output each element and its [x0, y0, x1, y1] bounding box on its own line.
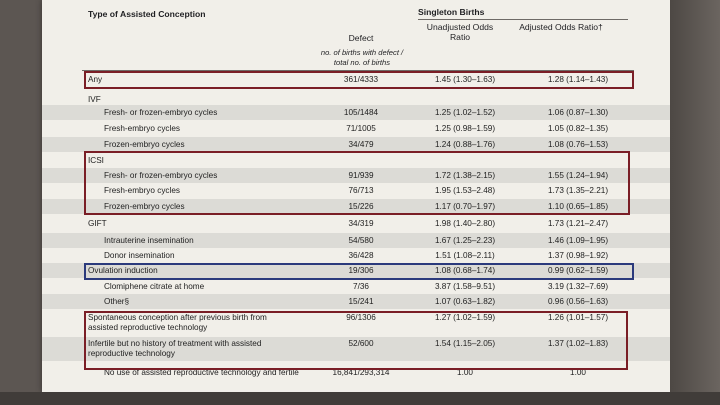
adjusted-odds-ratio: 0.96 (0.56–1.63) [547, 297, 609, 306]
adjusted-odds-ratio: 1.26 (1.01–1.57) [547, 313, 609, 322]
unadjusted-odds-ratio: 1.67 (1.25–2.23) [434, 236, 496, 245]
row-label: Clomiphene citrate at home [104, 282, 205, 291]
slide-right-edge [670, 0, 720, 405]
unadjusted-odds-ratio: 1.45 (1.30–1.63) [434, 75, 496, 84]
unadjusted-odds-ratio: 1.95 (1.53–2.48) [434, 186, 496, 195]
highlight-any [84, 71, 634, 89]
row-label: ICSI [88, 156, 104, 165]
defect-count: 19/306 [348, 266, 374, 275]
table-row [42, 248, 670, 263]
unadjusted-odds-ratio: 1.25 (1.02–1.52) [434, 108, 496, 117]
table-row [42, 216, 670, 231]
defect-count: 71/1005 [346, 124, 376, 133]
singleton-header: Singleton Births [418, 7, 485, 17]
table-row [42, 294, 670, 309]
adjusted-odds-ratio: 1.73 (1.35–2.21) [547, 186, 609, 195]
adjusted-odds-ratio: 1.46 (1.09–1.95) [547, 236, 609, 245]
row-label: Infertile but no history of treatment with assisted reproductive technology [88, 339, 262, 358]
unadjusted-odds-ratio: 1.00 [457, 368, 473, 377]
table-row [42, 121, 670, 136]
highlight-spontaneous-infertile [84, 311, 628, 370]
adjusted-odds-ratio: 1.28 (1.14–1.43) [547, 75, 609, 84]
adjusted-odds-ratio: 1.37 (1.02–1.83) [547, 339, 609, 348]
unadjusted-odds-ratio: 1.51 (1.08–2.11) [435, 251, 495, 260]
slide [42, 0, 670, 392]
unadjusted-odds-ratio: 1.98 (1.40–2.80) [434, 219, 496, 228]
row-label: Intrauterine insemination [104, 236, 194, 245]
header-rule-top [418, 19, 628, 20]
row-label: Fresh-embryo cycles [104, 186, 180, 195]
defect-header: Defect [348, 33, 374, 43]
adjusted-odds-ratio: 1.37 (0.98–1.92) [547, 251, 609, 260]
table-row [42, 137, 670, 152]
unadjusted-odds-ratio: 1.24 (0.88–1.76) [434, 140, 496, 149]
row-label: Any [88, 75, 103, 84]
defect-count: 16,841/293,314 [332, 368, 390, 377]
adjusted-odds-ratio: 1.55 (1.24–1.94) [547, 171, 609, 180]
row-label: Spontaneous conception after previous birth from assisted reproductive technology [88, 313, 267, 332]
row-label: No use of assisted reproductive technology and fertile [104, 368, 299, 377]
adjusted-odds-ratio: 1.05 (0.82–1.35) [547, 124, 609, 133]
unadjusted-odds-ratio: 1.27 (1.02–1.59) [434, 313, 496, 322]
type-header: Type of Assisted Conception [88, 9, 206, 19]
defect-count: 54/580 [348, 236, 374, 245]
row-label: Frozen-embryo cycles [104, 202, 185, 211]
defect-count: 15/241 [348, 297, 374, 306]
adjusted-odds-ratio: 1.06 (0.87–1.30) [547, 108, 609, 117]
defect-count: 52/600 [348, 339, 374, 348]
row-label: Ovulation induction [88, 266, 158, 275]
adjusted-odds-ratio: 1.08 (0.76–1.53) [547, 140, 609, 149]
unadjusted-odds-ratio: 3.87 (1.58–9.51) [434, 282, 496, 291]
row-label: IVF [88, 95, 101, 104]
row-label: Fresh-embryo cycles [104, 124, 180, 133]
unadjusted-odds-ratio: 1.08 (0.68–1.74) [434, 266, 496, 275]
row-label: Fresh- or frozen-embryo cycles [104, 108, 218, 117]
defect-count: 91/939 [348, 171, 374, 180]
unadjusted-odds-ratio: 1.54 (1.15–2.05) [434, 339, 496, 348]
adjusted-odds-ratio: 1.10 (0.65–1.85) [547, 202, 609, 211]
row-label: Fresh- or frozen-embryo cycles [104, 171, 218, 180]
table-row [42, 233, 670, 248]
row-label: Frozen-embryo cycles [104, 140, 185, 149]
row-label: Other§ [104, 297, 130, 306]
table-row [42, 105, 670, 120]
table-row [42, 279, 670, 294]
adjusted-odds-ratio: 0.99 (0.62–1.59) [547, 266, 609, 275]
defect-count: 7/36 [353, 282, 369, 291]
defect-count: 36/428 [348, 251, 374, 260]
adjusted-odds-ratio: 3.19 (1.32–7.69) [547, 282, 609, 291]
defect-subheader: no. of births with defect / total no. of births [320, 48, 404, 67]
unadjusted-odds-ratio: 1.25 (0.98–1.59) [434, 124, 496, 133]
adjusted-header: Adjusted Odds Ratio† [519, 22, 603, 32]
defect-count: 15/226 [348, 202, 374, 211]
defect-count: 361/4333 [343, 75, 379, 84]
defect-count: 34/319 [348, 219, 374, 228]
defect-count: 96/1306 [346, 313, 376, 322]
defect-count: 105/1484 [343, 108, 379, 117]
unadjusted-odds-ratio: 1.17 (0.70–1.97) [434, 202, 496, 211]
adjusted-odds-ratio: 1.00 [570, 368, 586, 377]
highlight-icsi [84, 151, 630, 215]
unadjusted-odds-ratio: 1.72 (1.38–2.15) [434, 171, 496, 180]
unadjusted-odds-ratio: 1.07 (0.63–1.82) [434, 297, 496, 306]
adjusted-odds-ratio: 1.73 (1.21–2.47) [547, 219, 609, 228]
defect-count: 76/713 [348, 186, 374, 195]
row-label: GIFT [88, 219, 107, 228]
slide-bottom-edge [0, 392, 720, 405]
unadjusted-header: Unadjusted Odds Ratio [426, 22, 494, 42]
highlight-ovulation [84, 263, 634, 280]
defect-count: 34/479 [348, 140, 374, 149]
row-label: Donor insemination [104, 251, 175, 260]
